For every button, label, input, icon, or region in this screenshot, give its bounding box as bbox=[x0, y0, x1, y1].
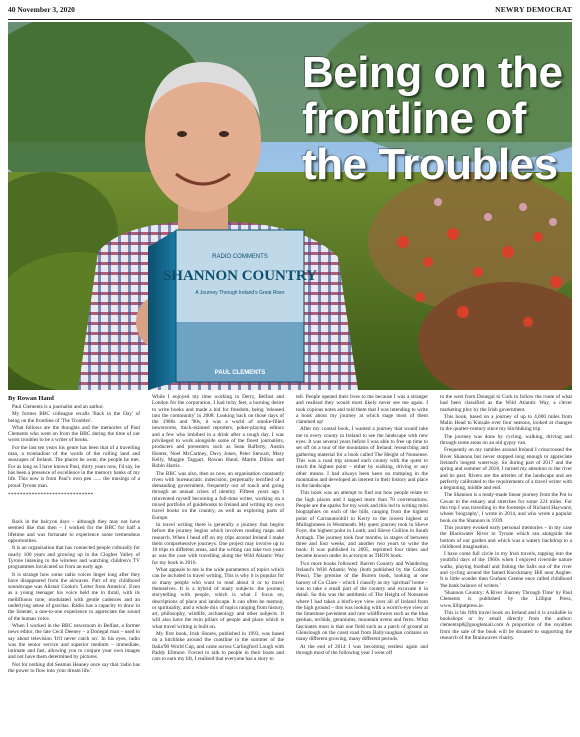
paragraph: The journey was done by cycling, walking, driving and through some areas on an old gypsy van. bbox=[440, 433, 572, 447]
paragraph: tell. People opened their lives to me because I was a stranger and realised they would most likely never see me again. I took copious notes and told them that I was intending to write a book about my journey at which stage most of them clammed up! bbox=[296, 394, 428, 426]
book-main-title: SHANNON COUNTRY bbox=[162, 268, 318, 284]
paragraph: Back in the halcyon days – although they may not have seemed like that then – I worked for the BBC for half a lifetime and was fortunate to experience some tremendous opportunities. bbox=[8, 519, 140, 545]
article-column-2 bbox=[152, 394, 284, 734]
article-column-3 bbox=[296, 394, 428, 734]
paragraph: What follows are the thoughts and the memories of Paul Clements who went on from the BBC during the time of our worst troubles to be a writer of books. bbox=[8, 424, 140, 444]
paragraph: This is his fifth travel book on Ireland and it is available in bookshops or by email directly from the author: clementsp8@googlemail.com A proportion of the royalties from the sale of the book will be donated to supporting the research of the Brainwaves charity. bbox=[440, 609, 572, 641]
paragraph: The Shannon is a ready-made linear journey from the Pot in Cavan to the estuary and stretches for some 224 miles. For this trip I was travelling in the footsteps of Richard Hayward, whose 'biography', I wrote in 2014, and who wrote a popular book on the Shannon in 1939. bbox=[440, 492, 572, 524]
paragraph: It is an organisation that has connected people culturally for nearly 100 years and growing up in the Clogher Valley of Tyrone listening to the wireless and watching children's TV programmes inculcated us from an early age. bbox=[8, 545, 140, 571]
section-divider: ***************************** bbox=[8, 491, 94, 498]
page-header bbox=[8, 2, 572, 20]
article-column-1 bbox=[8, 394, 140, 734]
book-small-title: RADIO COMMENTS bbox=[212, 254, 268, 260]
paragraph: In travel writing there is generally a journey that begins before the journey begins which involves reading maps and research. When I head off on my trips around Ireland I make them comprehensive journeys. One project may involve up to 10 trips to different areas, and the writing can take two years as was the case with travelling along the Wild Atlantic Way for my book in 2016. bbox=[152, 521, 284, 566]
paragraph: At the end of 2014 I was becoming restless again and through most of the following year I went off bbox=[296, 643, 428, 656]
paragraph: Two more books followed: Burren Country and Wandering Ireland's Wild Atlantic Way (both published by the Collins Press). The premise of the Burren book, looking at one barony of Co Clare – which I classify as my 'spiritual' home – was to take a small part of the country and excavate it in detail. So this was the antithesis of The Height of Nonsense where I had taken a bird's-eye view over all of Ireland from the high ground – this was looking with a worm's-eye view at the limestone pavement and rare wildflowers such as the blue gentian, orchids, geraniums, mountain avens and ferns. What fascinates most is that one field such as a patch of ground at Glenslough on the coast road from Ballyvaughan contains so many different growing, many different periods. bbox=[296, 560, 428, 643]
paragraph: When I worked in the BBC newsroom in Belfast, a former news editor, the late Cecil Deeney – a Donegal man – used to say about television 'It'll never catch on'. In his eyes, radio was the senior service and superior medium – immediate, intimate and fast, allowing you to conjure your own images and not have them determined by pictures. bbox=[8, 622, 140, 661]
headline-line-3: the Troubles bbox=[302, 140, 558, 189]
paragraph: The BBC was also, then as now, an organisation constantly riven with bureaucratic indecision, perpetually terrified of a demanding government, frequently out of touch and going through an annual crises of identity. Fifteen years ago I reinvented myself becoming a full-time writer, working on a mixed portfolio of guidebooks to Ireland and writing my own travel books on the country, as well as exploring parts of Europe. bbox=[152, 470, 284, 521]
publication-name: NEWRY DEMOCRAT bbox=[495, 5, 572, 14]
byline: By Rowan Hand bbox=[8, 395, 54, 402]
paragraph: I have come full circle in my Irish travels, tapping into the youthful days of the 1960s when I enjoyed riverside nature walks, playing football and fishing the balls out of the river and cycling around the famed Knockmany Hill near Augher. It is little wonder then Graham Greene once called childhood 'the bank balance of writers.' bbox=[440, 551, 572, 589]
paragraph: Paul Clements is a journalist and an author. bbox=[12, 404, 104, 410]
page-number-date: 40 November 3, 2020 bbox=[8, 5, 75, 14]
article-body bbox=[8, 394, 572, 734]
paragraph: Frequently on my rambles around Ireland I crisscrossed the River Shannon but never stopped long enough to appreciate Ireland's longest waterway. So during part of 2017 and the spring and summer of 2018, I turned my attention to the river and its past. Rivers are the arteries of the landscape and are perfectly calibrated to the requirements of a travel writer with a beginning, middle and end. bbox=[440, 447, 572, 492]
paragraph: What appeals to me is the wide parameters of topics which can be included in travel writing. This is why it is popular for so many people who want to read about it or to travel themselves. It is a hybrid of many subjects: the journey, storytelling with people, which is what I focus on, descriptions of place and landscape. It can often be memoir, or spirituality, and a whole mix of topics ranging from history, art, philosophy, wildlife, archaeology and other subjects. It will also have the twin pillars of people and place which is what travel writing is built on. bbox=[152, 567, 284, 630]
paragraph: My first book, Irish Shores, published in 1993, was based on a hitchhike around the coastline in the summer of the Italia'90 World Cup, and came across Carlingford Lough with Paddy Ellmore. Forced to talk to people in their boats and cars to earn my lift, I realised that everyone has a story to bbox=[152, 630, 284, 663]
paragraph: After my coastal book, I wanted a journey that would take me to every county in Ireland to see the landscape with new eyes. It was several years before I was able to free up time to set off on a tour of the mountains of Ireland, researching and gathering material for a book called The Height of Nonsense. This was a road trip around each county with the quest to reach the highest point – either by walking, driving or any other means. I had always been keen on tramping in the mountains and developed an interest in their history and place in the landscape. bbox=[296, 426, 428, 490]
article-column-4 bbox=[440, 394, 572, 734]
paragraph: to the west from Donegal to Cork to follow the route of what had been classified as the Wild Atlantic Way, a clever marketing ploy by the Irish government. bbox=[440, 394, 572, 413]
paragraph: For the last ten years his genre has been that of a travelling man, a troubadour of the words of the rolling land and seascapes of Ireland. The places he went, the people he met. For as long as I have known Paul, thirty years now, I'd say, he has been a presence of excellence in the memory banks of my life. This now is from Paul's own pen ...... the musings of a proud Tyrone man. bbox=[8, 444, 140, 489]
book-subtitle: A Journey Through Ireland's Great River bbox=[195, 290, 285, 296]
headline-line-1: Being on the bbox=[302, 48, 563, 97]
paragraph: This book was an attempt to find out how people relate to the high places and I tapped more than 70 conversations. People are the sparks for my work and this led to writing mini biographies on each of the hills, ranging from the highest point of Carrauntoohill in Kerry to the lowest highest at Mullaghmeen in Westmeath. My quest journey took in Slieve Foye, the highest point in Louth, and Slieve Gullion in South Armagh. The journey took four months, in stages of between three and four weeks, and another two years to write the book. It was published in 2005, reprinted four times and became known under its acronym as THON book. bbox=[296, 490, 428, 560]
article-headline bbox=[302, 50, 570, 188]
paragraph: It is strange how some radio voices linger long after they have disappeared from the airwaves. Part of my childhood soundscape was Alistair Cooke's 'Letter from America'. Even as a young teenager his voice held me in thrall, with its mellifluous tone, modulated with gentle cadences and an underlying sense of gravitas. Radio has a capacity to draw in the listener, a one-to-one experience to appreciate the sound of the human voice. bbox=[8, 571, 140, 622]
book-author: PAUL CLEMENTS bbox=[214, 370, 266, 376]
paragraph: While I enjoyed my time working in Derry, Belfast and London for the corporation, I had itchy feet, a burning desire to write books and made a bid for freedom, being 'released into the community' in 2008. Looking back on those days of the 1980s and '90s, it was a world of smoke-filled newsrooms, thick-skinned reporters, poker-playing editors and a few who imbibed in a drink after a tough day. I was privileged to work alongside some of the finest journalists, producers and presenters such as Sean Rafferty, Austin Hunter, Noel McCartney, Davy Jones, Peter Stewart, Mary Kelly, Maggie Taggart, Rowan Hand, Martin Dillon and Robin Harris. bbox=[152, 394, 284, 470]
paragraph: This journey evoked early personal memories – in my case the Blackwater River in Tyrone which ran alongside the bottom of our garden and which was a watery backdrop to a childhood imagination. bbox=[440, 524, 572, 550]
headline-line-2: frontline of bbox=[302, 94, 526, 143]
paragraph: Not for nothing did Seamus Heaney once say that 'radio has the power to flow into your dream life.' bbox=[8, 661, 140, 674]
paragraph: 'Shannon Country: A River Journey Through Time' by Paul Clements is published by the Lilliput Press, www.lilliputpress.ie. bbox=[440, 589, 572, 609]
paragraph: This book, based on a journey of up to 4,000 miles from Malin Head to Kinsale over four seasons, looked at changes in the quarter-century since my hitchhiking trip. bbox=[440, 413, 572, 433]
paragraph: My former BBC colleague recalls 'Back in the Day' of being on the frontline of 'The Troubles'. bbox=[8, 411, 140, 424]
